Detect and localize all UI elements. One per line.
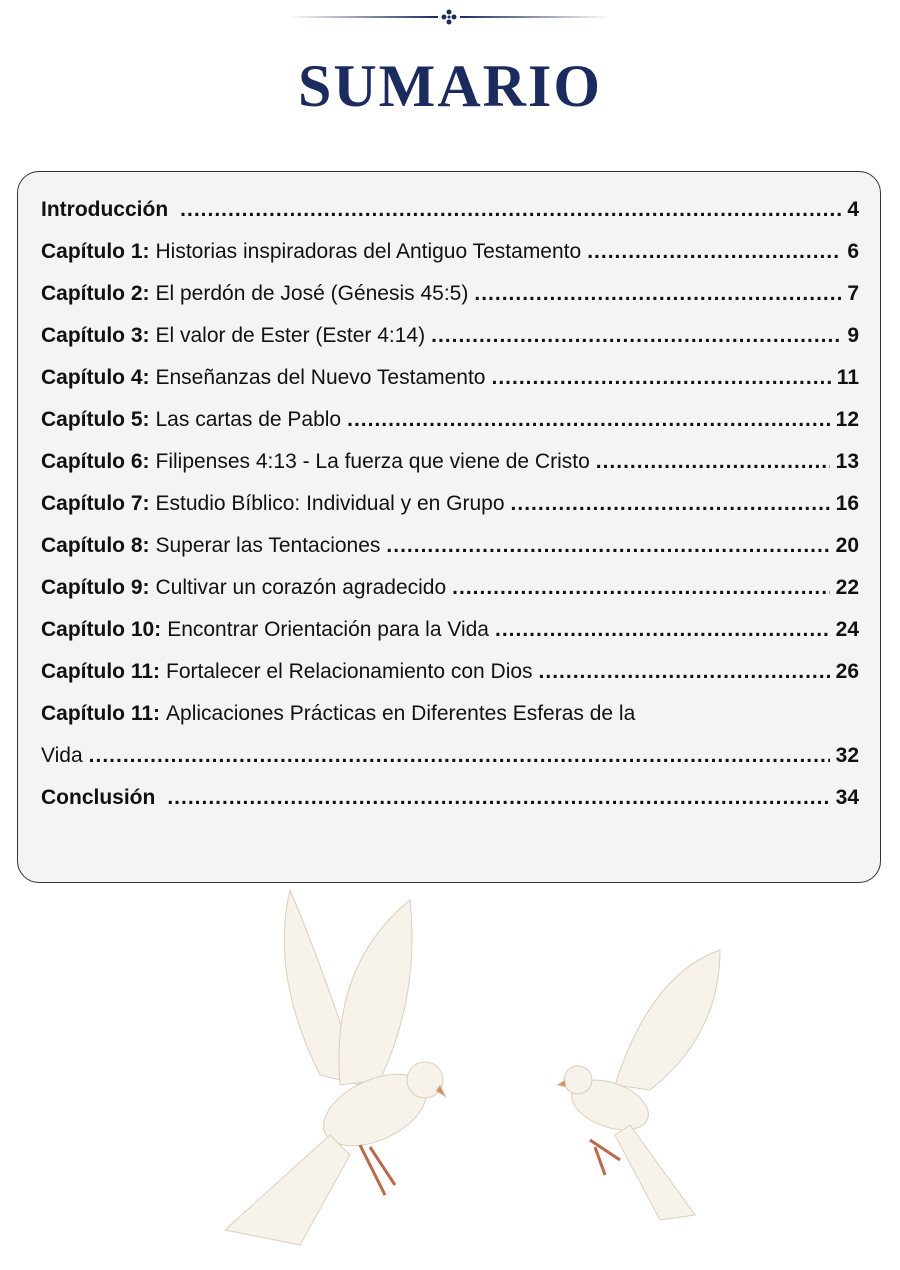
toc-entry[interactable]: [41, 450, 859, 474]
dot-leader: [596, 450, 830, 474]
toc-entry-page: 4: [847, 198, 859, 221]
toc-entry[interactable]: [41, 324, 859, 348]
toc-entry[interactable]: [41, 618, 859, 642]
table-of-contents: [17, 171, 881, 883]
toc-entry-label: Capítulo 9:: [41, 576, 150, 599]
toc-entry[interactable]: [41, 534, 859, 558]
toc-entry-label: Introducción: [41, 198, 169, 221]
dove-right: [557, 950, 720, 1220]
toc-entry[interactable]: [41, 576, 859, 600]
toc-entry-page: 7: [847, 282, 859, 305]
toc-entry-label: Capítulo 4:: [41, 366, 150, 389]
dot-leader: [492, 366, 831, 390]
dot-leader: [539, 660, 830, 684]
toc-entry[interactable]: [41, 660, 859, 684]
toc-entry-title: Encontrar Orientación para la Vida: [167, 618, 489, 641]
toc-entry[interactable]: [41, 240, 859, 264]
toc-entry[interactable]: [41, 198, 859, 222]
toc-entry-title: Superar las Tentaciones: [155, 534, 381, 557]
toc-entry-page: 34: [835, 786, 859, 809]
toc-entry-label: Capítulo 11:: [41, 660, 161, 683]
toc-entry-page: 22: [835, 576, 859, 599]
toc-entry-page: 24: [835, 618, 859, 641]
toc-entry-title: Aplicaciones Prácticas en Diferentes Esferas de la: [166, 702, 636, 725]
toc-entry-title: Enseñanzas del Nuevo Testamento: [155, 366, 486, 389]
toc-entry-title: Vida: [41, 744, 83, 767]
toc-entry-title: Las cartas de Pablo: [155, 408, 342, 431]
dot-leader: [495, 618, 830, 642]
toc-entry-title: Estudio Bíblico: Individual y en Grupo: [155, 492, 505, 515]
toc-entry-label: Capítulo 2:: [41, 282, 150, 305]
toc-entry-page: 26: [835, 660, 859, 683]
toc-entry[interactable]: [41, 786, 859, 810]
toc-entry-title: El perdón de José (Génesis 45:5): [155, 282, 469, 305]
toc-entry-title: El valor de Ester (Ester 4:14): [155, 324, 426, 347]
toc-entry-label: Capítulo 3:: [41, 324, 150, 347]
dot-leader: [347, 408, 830, 432]
toc-entry-page: 13: [835, 450, 859, 473]
toc-entry-label: Capítulo 1:: [41, 240, 150, 263]
toc-entry[interactable]: [41, 282, 859, 306]
dot-leader: [386, 534, 829, 558]
toc-entry-label: Capítulo 6:: [41, 450, 150, 473]
toc-entry-label: Capítulo 5:: [41, 408, 150, 431]
toc-entry[interactable]: [41, 492, 859, 516]
dot-leader: [511, 492, 830, 516]
dot-leader: [167, 786, 829, 810]
page-title: SUMARIO: [297, 53, 602, 119]
toc-entry[interactable]: [41, 702, 859, 726]
toc-entry-label: Capítulo 11:: [41, 702, 161, 725]
toc-entry-label: Capítulo 10:: [41, 618, 162, 641]
dove-left: [225, 890, 446, 1245]
toc-entry-page: 9: [847, 324, 859, 347]
toc-entry-page: 20: [835, 534, 859, 557]
dot-leader: [180, 198, 841, 222]
toc-entry-label: Capítulo 8:: [41, 534, 150, 557]
dot-leader: [587, 240, 841, 264]
toc-entry-label: Capítulo 7:: [41, 492, 150, 515]
toc-entry-title: Historias inspiradoras del Antiguo Testamento: [155, 240, 582, 263]
dot-leader: [452, 576, 829, 600]
dot-leader: [431, 324, 841, 348]
dot-leader: [474, 282, 841, 306]
divider-ornament-icon: [288, 8, 610, 26]
toc-entry-page: 12: [835, 408, 859, 431]
toc-entry-page: 32: [835, 744, 859, 767]
toc-entry-label: Conclusión: [41, 786, 156, 809]
toc-entry-page: 6: [847, 240, 859, 263]
toc-entry[interactable]: [41, 366, 859, 390]
toc-entry-title: Cultivar un corazón agradecido: [155, 576, 447, 599]
dot-leader: [89, 744, 830, 768]
toc-entry-title: Filipenses 4:13 - La fuerza que viene de Cristo: [155, 450, 590, 473]
toc-entry-page: 11: [836, 366, 859, 389]
toc-entry[interactable]: [41, 408, 859, 432]
toc-entry[interactable]: [41, 744, 859, 768]
toc-entry-page: 16: [835, 492, 859, 515]
doves-illustration: [0, 885, 900, 1270]
toc-entry-title: Fortalecer el Relacionamiento con Dios: [166, 660, 533, 683]
